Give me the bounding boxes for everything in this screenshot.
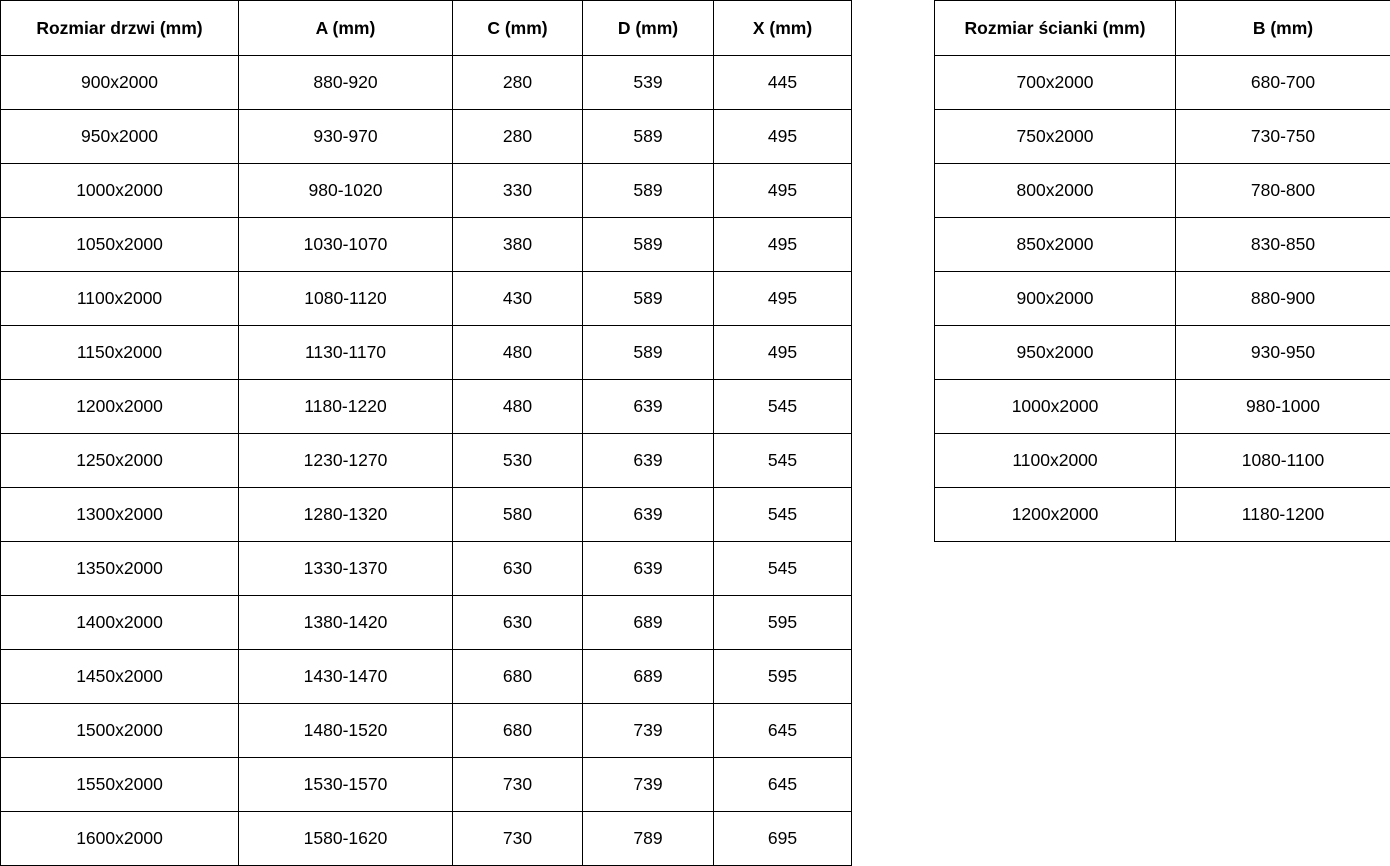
table-row bbox=[935, 110, 1390, 164]
cell-a: 1080-1120 bbox=[239, 272, 453, 326]
cell-x: 695 bbox=[714, 812, 852, 866]
cell-a: 1230-1270 bbox=[239, 434, 453, 488]
cell-d: 639 bbox=[583, 542, 714, 596]
cell-a: 1480-1520 bbox=[239, 704, 453, 758]
cell-door-size: 1100x2000 bbox=[1, 272, 239, 326]
cell-c: 680 bbox=[453, 650, 583, 704]
cell-a: 1430-1470 bbox=[239, 650, 453, 704]
cell-x: 445 bbox=[714, 56, 852, 110]
cell-x: 595 bbox=[714, 650, 852, 704]
cell-door-size: 1400x2000 bbox=[1, 596, 239, 650]
cell-a: 1530-1570 bbox=[239, 758, 453, 812]
cell-door-size: 1050x2000 bbox=[1, 218, 239, 272]
cell-b: 880-900 bbox=[1176, 272, 1390, 326]
cell-door-size: 1450x2000 bbox=[1, 650, 239, 704]
cell-d: 639 bbox=[583, 434, 714, 488]
cell-d: 589 bbox=[583, 218, 714, 272]
cell-b: 780-800 bbox=[1176, 164, 1390, 218]
cell-a: 1330-1370 bbox=[239, 542, 453, 596]
column-header-x: X (mm) bbox=[714, 1, 852, 56]
table-row bbox=[1, 380, 852, 434]
cell-d: 739 bbox=[583, 704, 714, 758]
cell-door-size: 1550x2000 bbox=[1, 758, 239, 812]
column-header-c: C (mm) bbox=[453, 1, 583, 56]
cell-wall-size: 900x2000 bbox=[935, 272, 1176, 326]
cell-door-size: 1250x2000 bbox=[1, 434, 239, 488]
table-row bbox=[1, 434, 852, 488]
column-header-b: B (mm) bbox=[1176, 1, 1390, 56]
cell-d: 789 bbox=[583, 812, 714, 866]
column-header-d: D (mm) bbox=[583, 1, 714, 56]
table-row bbox=[935, 56, 1390, 110]
column-header-wall-size: Rozmiar ścianki (mm) bbox=[935, 1, 1176, 56]
cell-c: 380 bbox=[453, 218, 583, 272]
cell-wall-size: 1100x2000 bbox=[935, 434, 1176, 488]
cell-d: 689 bbox=[583, 650, 714, 704]
cell-door-size: 1200x2000 bbox=[1, 380, 239, 434]
cell-wall-size: 1200x2000 bbox=[935, 488, 1176, 542]
cell-x: 595 bbox=[714, 596, 852, 650]
cell-a: 1380-1420 bbox=[239, 596, 453, 650]
cell-x: 545 bbox=[714, 380, 852, 434]
cell-wall-size: 950x2000 bbox=[935, 326, 1176, 380]
cell-b: 830-850 bbox=[1176, 218, 1390, 272]
cell-x: 495 bbox=[714, 110, 852, 164]
cell-x: 495 bbox=[714, 218, 852, 272]
table-row bbox=[935, 326, 1390, 380]
cell-d: 589 bbox=[583, 326, 714, 380]
table-row bbox=[1, 596, 852, 650]
cell-a: 930-970 bbox=[239, 110, 453, 164]
cell-a: 980-1020 bbox=[239, 164, 453, 218]
cell-c: 580 bbox=[453, 488, 583, 542]
cell-x: 495 bbox=[714, 326, 852, 380]
cell-door-size: 900x2000 bbox=[1, 56, 239, 110]
cell-x: 495 bbox=[714, 272, 852, 326]
cell-c: 530 bbox=[453, 434, 583, 488]
table-row bbox=[1, 812, 852, 866]
cell-a: 1280-1320 bbox=[239, 488, 453, 542]
cell-a: 1580-1620 bbox=[239, 812, 453, 866]
table-row bbox=[1, 758, 852, 812]
cell-c: 480 bbox=[453, 380, 583, 434]
table-row bbox=[1, 218, 852, 272]
cell-wall-size: 750x2000 bbox=[935, 110, 1176, 164]
column-header-door-size: Rozmiar drzwi (mm) bbox=[1, 1, 239, 56]
cell-b: 930-950 bbox=[1176, 326, 1390, 380]
cell-c: 630 bbox=[453, 596, 583, 650]
cell-b: 1080-1100 bbox=[1176, 434, 1390, 488]
cell-c: 480 bbox=[453, 326, 583, 380]
cell-d: 639 bbox=[583, 380, 714, 434]
cell-d: 539 bbox=[583, 56, 714, 110]
table-row bbox=[1, 164, 852, 218]
cell-d: 589 bbox=[583, 164, 714, 218]
cell-wall-size: 700x2000 bbox=[935, 56, 1176, 110]
cell-x: 545 bbox=[714, 542, 852, 596]
cell-c: 430 bbox=[453, 272, 583, 326]
table-row bbox=[1, 704, 852, 758]
cell-x: 545 bbox=[714, 488, 852, 542]
cell-x: 645 bbox=[714, 704, 852, 758]
table-row bbox=[1, 110, 852, 164]
table-row bbox=[1, 272, 852, 326]
cell-c: 330 bbox=[453, 164, 583, 218]
cell-wall-size: 800x2000 bbox=[935, 164, 1176, 218]
table-row bbox=[935, 434, 1390, 488]
cell-a: 1130-1170 bbox=[239, 326, 453, 380]
table-row bbox=[935, 272, 1390, 326]
cell-c: 280 bbox=[453, 110, 583, 164]
wall-dimensions-table bbox=[934, 0, 1390, 542]
cell-a: 880-920 bbox=[239, 56, 453, 110]
cell-door-size: 1500x2000 bbox=[1, 704, 239, 758]
cell-b: 730-750 bbox=[1176, 110, 1390, 164]
table-row bbox=[935, 488, 1390, 542]
cell-d: 589 bbox=[583, 272, 714, 326]
cell-wall-size: 850x2000 bbox=[935, 218, 1176, 272]
cell-b: 680-700 bbox=[1176, 56, 1390, 110]
cell-x: 495 bbox=[714, 164, 852, 218]
cell-c: 630 bbox=[453, 542, 583, 596]
cell-d: 589 bbox=[583, 110, 714, 164]
cell-wall-size: 1000x2000 bbox=[935, 380, 1176, 434]
table-header-row bbox=[935, 1, 1390, 56]
table-row bbox=[1, 56, 852, 110]
table-row bbox=[935, 218, 1390, 272]
cell-b: 1180-1200 bbox=[1176, 488, 1390, 542]
cell-d: 689 bbox=[583, 596, 714, 650]
cell-door-size: 1600x2000 bbox=[1, 812, 239, 866]
table-row bbox=[935, 380, 1390, 434]
cell-c: 730 bbox=[453, 812, 583, 866]
table-row bbox=[1, 488, 852, 542]
cell-x: 645 bbox=[714, 758, 852, 812]
cell-d: 639 bbox=[583, 488, 714, 542]
cell-door-size: 1000x2000 bbox=[1, 164, 239, 218]
cell-c: 730 bbox=[453, 758, 583, 812]
table-row bbox=[1, 542, 852, 596]
cell-door-size: 1150x2000 bbox=[1, 326, 239, 380]
cell-d: 739 bbox=[583, 758, 714, 812]
cell-door-size: 1350x2000 bbox=[1, 542, 239, 596]
column-header-a: A (mm) bbox=[239, 1, 453, 56]
cell-c: 680 bbox=[453, 704, 583, 758]
cell-b: 980-1000 bbox=[1176, 380, 1390, 434]
table-row bbox=[935, 164, 1390, 218]
table-row bbox=[1, 650, 852, 704]
cell-x: 545 bbox=[714, 434, 852, 488]
table-header-row bbox=[1, 1, 852, 56]
cell-a: 1030-1070 bbox=[239, 218, 453, 272]
cell-a: 1180-1220 bbox=[239, 380, 453, 434]
cell-door-size: 1300x2000 bbox=[1, 488, 239, 542]
cell-door-size: 950x2000 bbox=[1, 110, 239, 164]
cell-c: 280 bbox=[453, 56, 583, 110]
table-row bbox=[1, 326, 852, 380]
